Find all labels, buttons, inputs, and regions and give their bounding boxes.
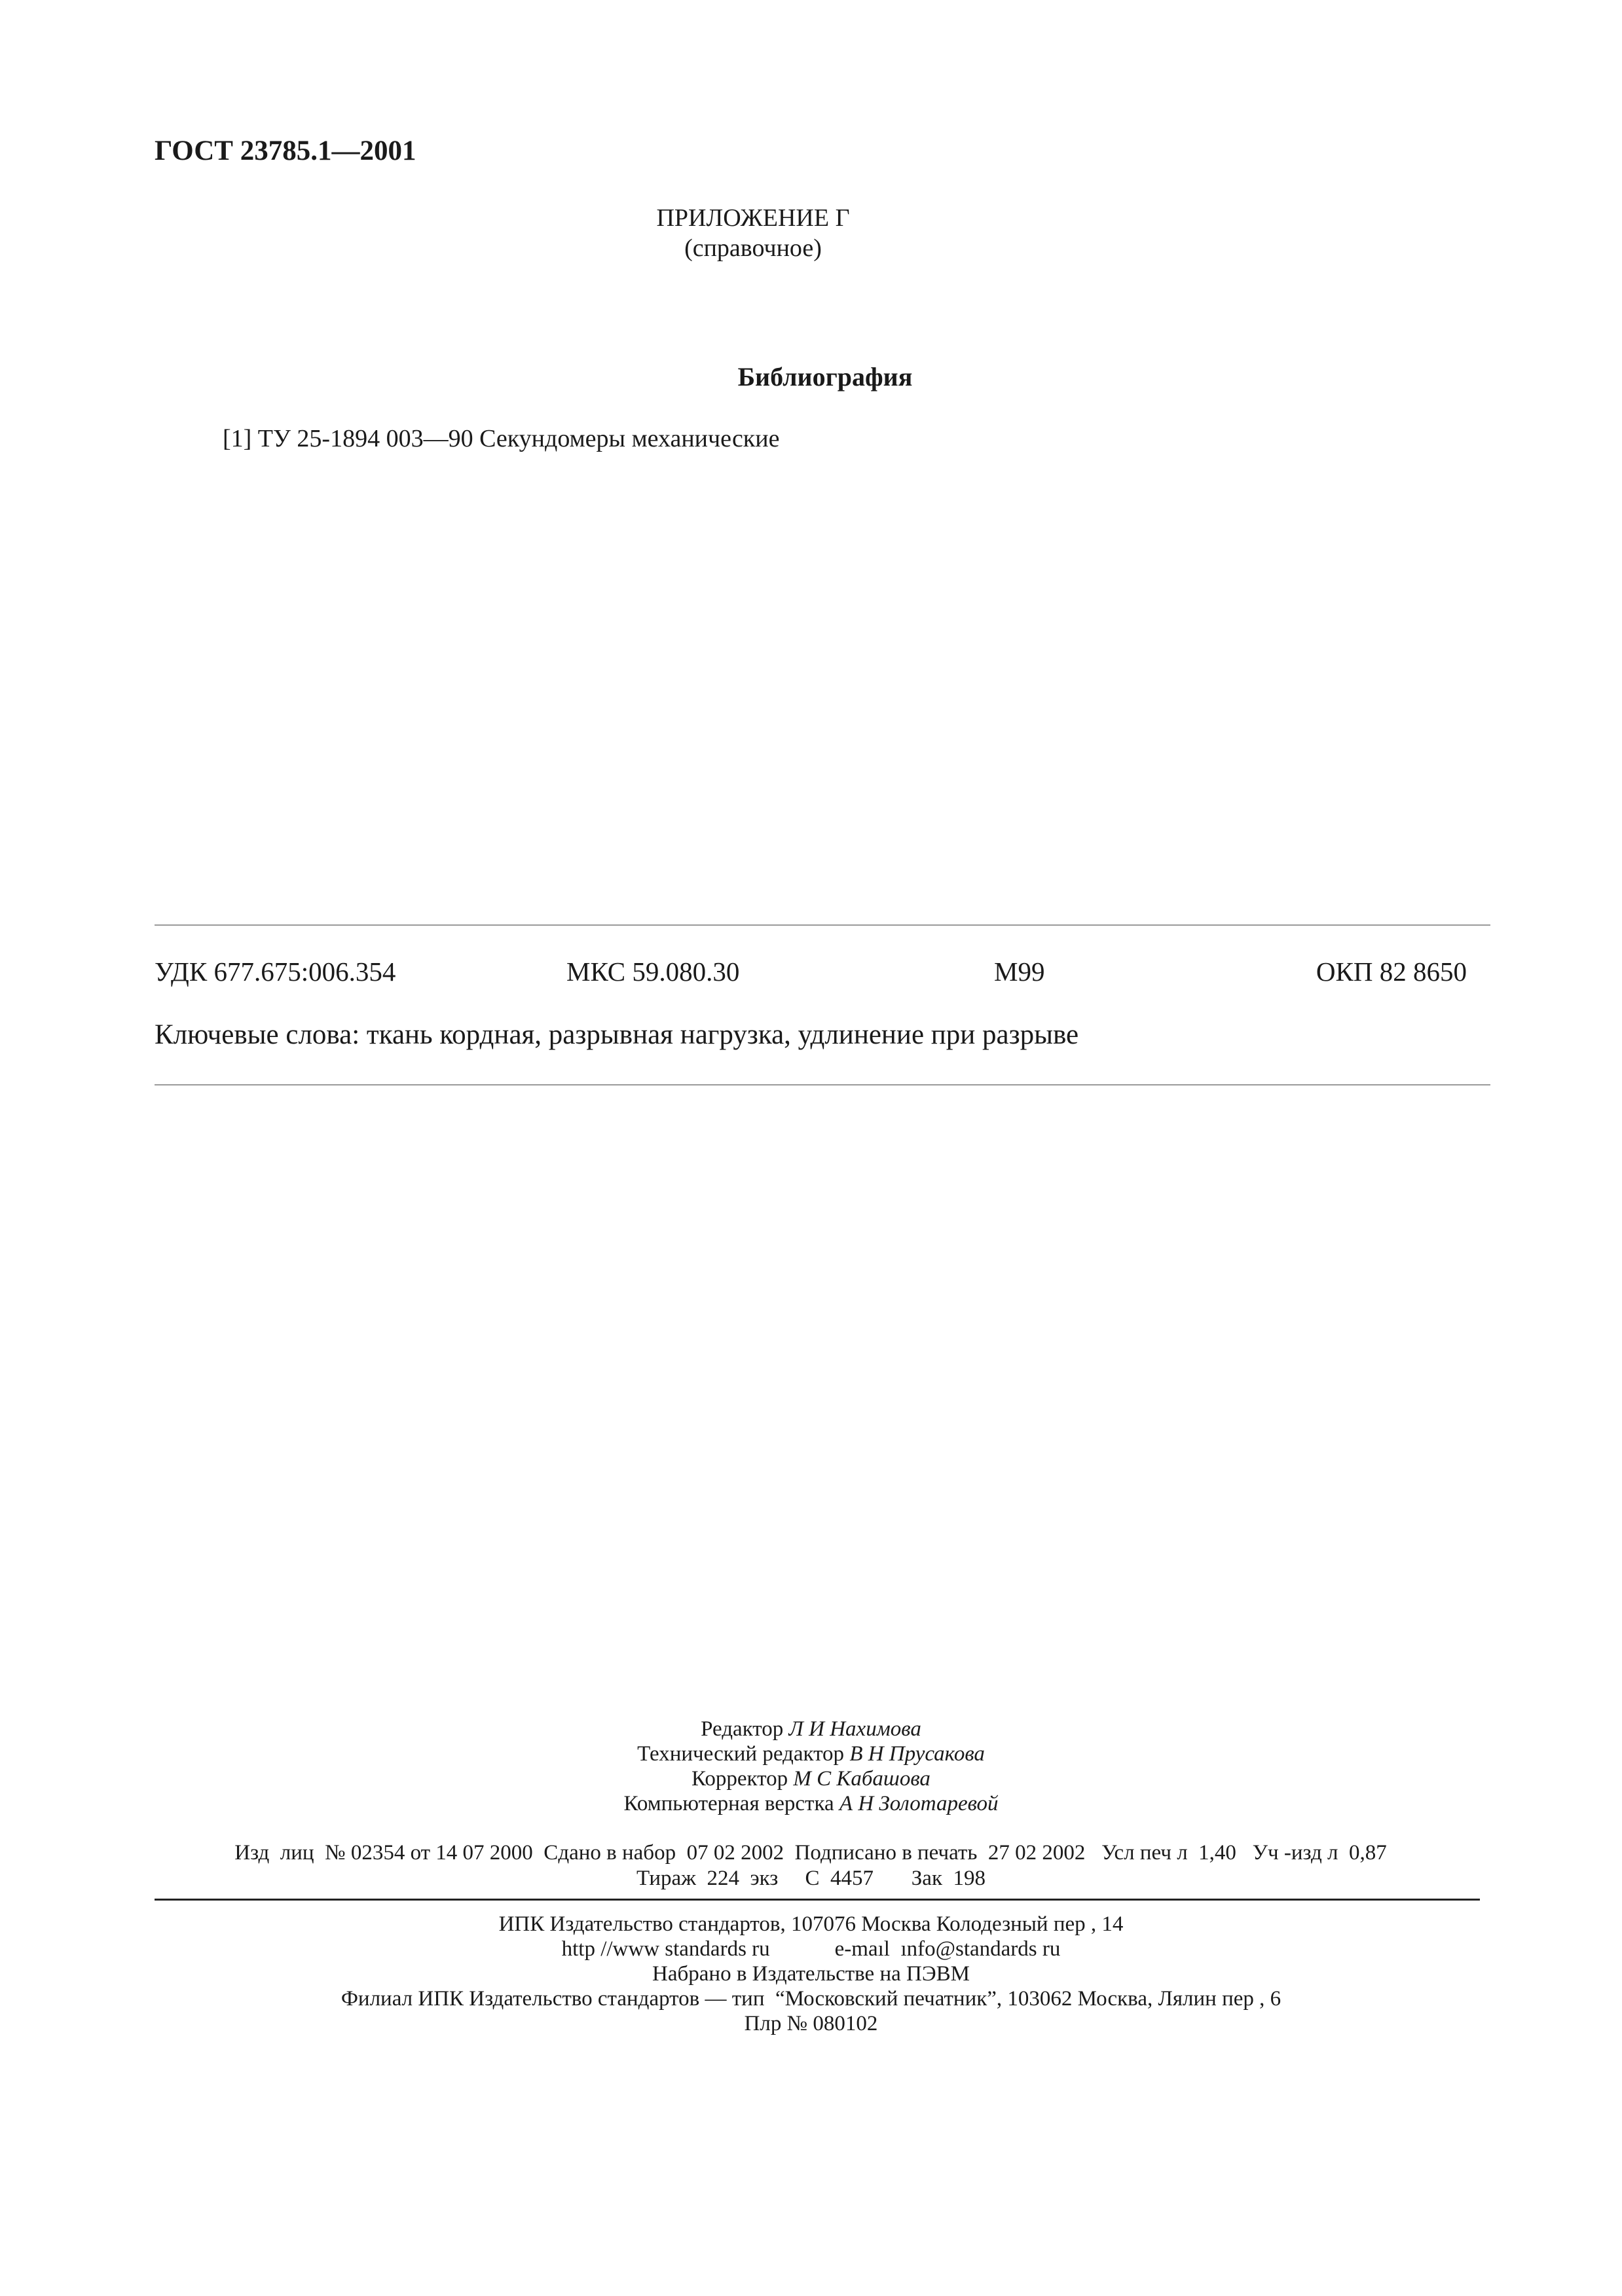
credit-editor: Редактор Л И Нахимова (701, 1717, 921, 1741)
publisher-web: http //www standards ru e-maıl ınfo@standards ru (561, 1937, 1061, 1961)
top-divider (155, 924, 1490, 926)
credits-block (0, 1717, 1622, 1816)
annex-title: ПРИЛОЖЕНИЕ Г (656, 204, 850, 232)
keywords: Ключевые слова: ткань кордная, разрывная нагрузка, удлинение при разрыве (155, 1019, 1079, 1050)
mks-code: МКС 59.080.30 (566, 957, 740, 987)
group-code: М99 (994, 957, 1045, 987)
annex-block (0, 203, 1506, 263)
imprint-line-2: Тираж 224 экз С 4457 Зак 198 (636, 1867, 986, 1890)
credit-tech-editor: Технический редактор В Н Прусакова (637, 1742, 985, 1766)
imprint-divider (155, 1899, 1480, 1901)
bibliography-item: [1] ТУ 25-1894 003—90 Секундомеры механические (223, 425, 780, 452)
okp-code: ОКП 82 8650 (1316, 957, 1467, 987)
classification-row (155, 956, 1467, 995)
credit-corrector: Корректор М С Кабашова (691, 1767, 931, 1791)
publisher-branch: Филиал ИПК Издательство стандартов — тип “Московский печатник”, 103062 Москва, Лялин пер , 6 (341, 1987, 1281, 2011)
publisher-block (0, 1912, 1622, 2036)
publisher-address: ИПК Издательство стандартов, 107076 Москва Колодезный пер , 14 (498, 1912, 1124, 1936)
udk-code: УДК 677.675:006.354 (155, 957, 396, 987)
annex-subtitle: (справочное) (684, 234, 822, 262)
publisher-typeset: Набрано в Издательстве на ПЭВМ (652, 1962, 970, 1986)
bibliography-heading: Библиография (737, 362, 913, 392)
publisher-plr: Плр № 080102 (744, 2012, 878, 2035)
bottom-divider (155, 1084, 1490, 1085)
standard-number: ГОСТ 23785.1—2001 (155, 136, 416, 166)
credit-layout: Компьютерная верстка А Н Золотаревой (623, 1792, 999, 1815)
imprint-line-1: Изд лиц № 02354 от 14 07 2000 Сдано в набор 07 02 2002 Подписано в печать 27 02 2002 Усл печ л 1,40 Уч -изд л 0,87 (234, 1841, 1387, 1865)
